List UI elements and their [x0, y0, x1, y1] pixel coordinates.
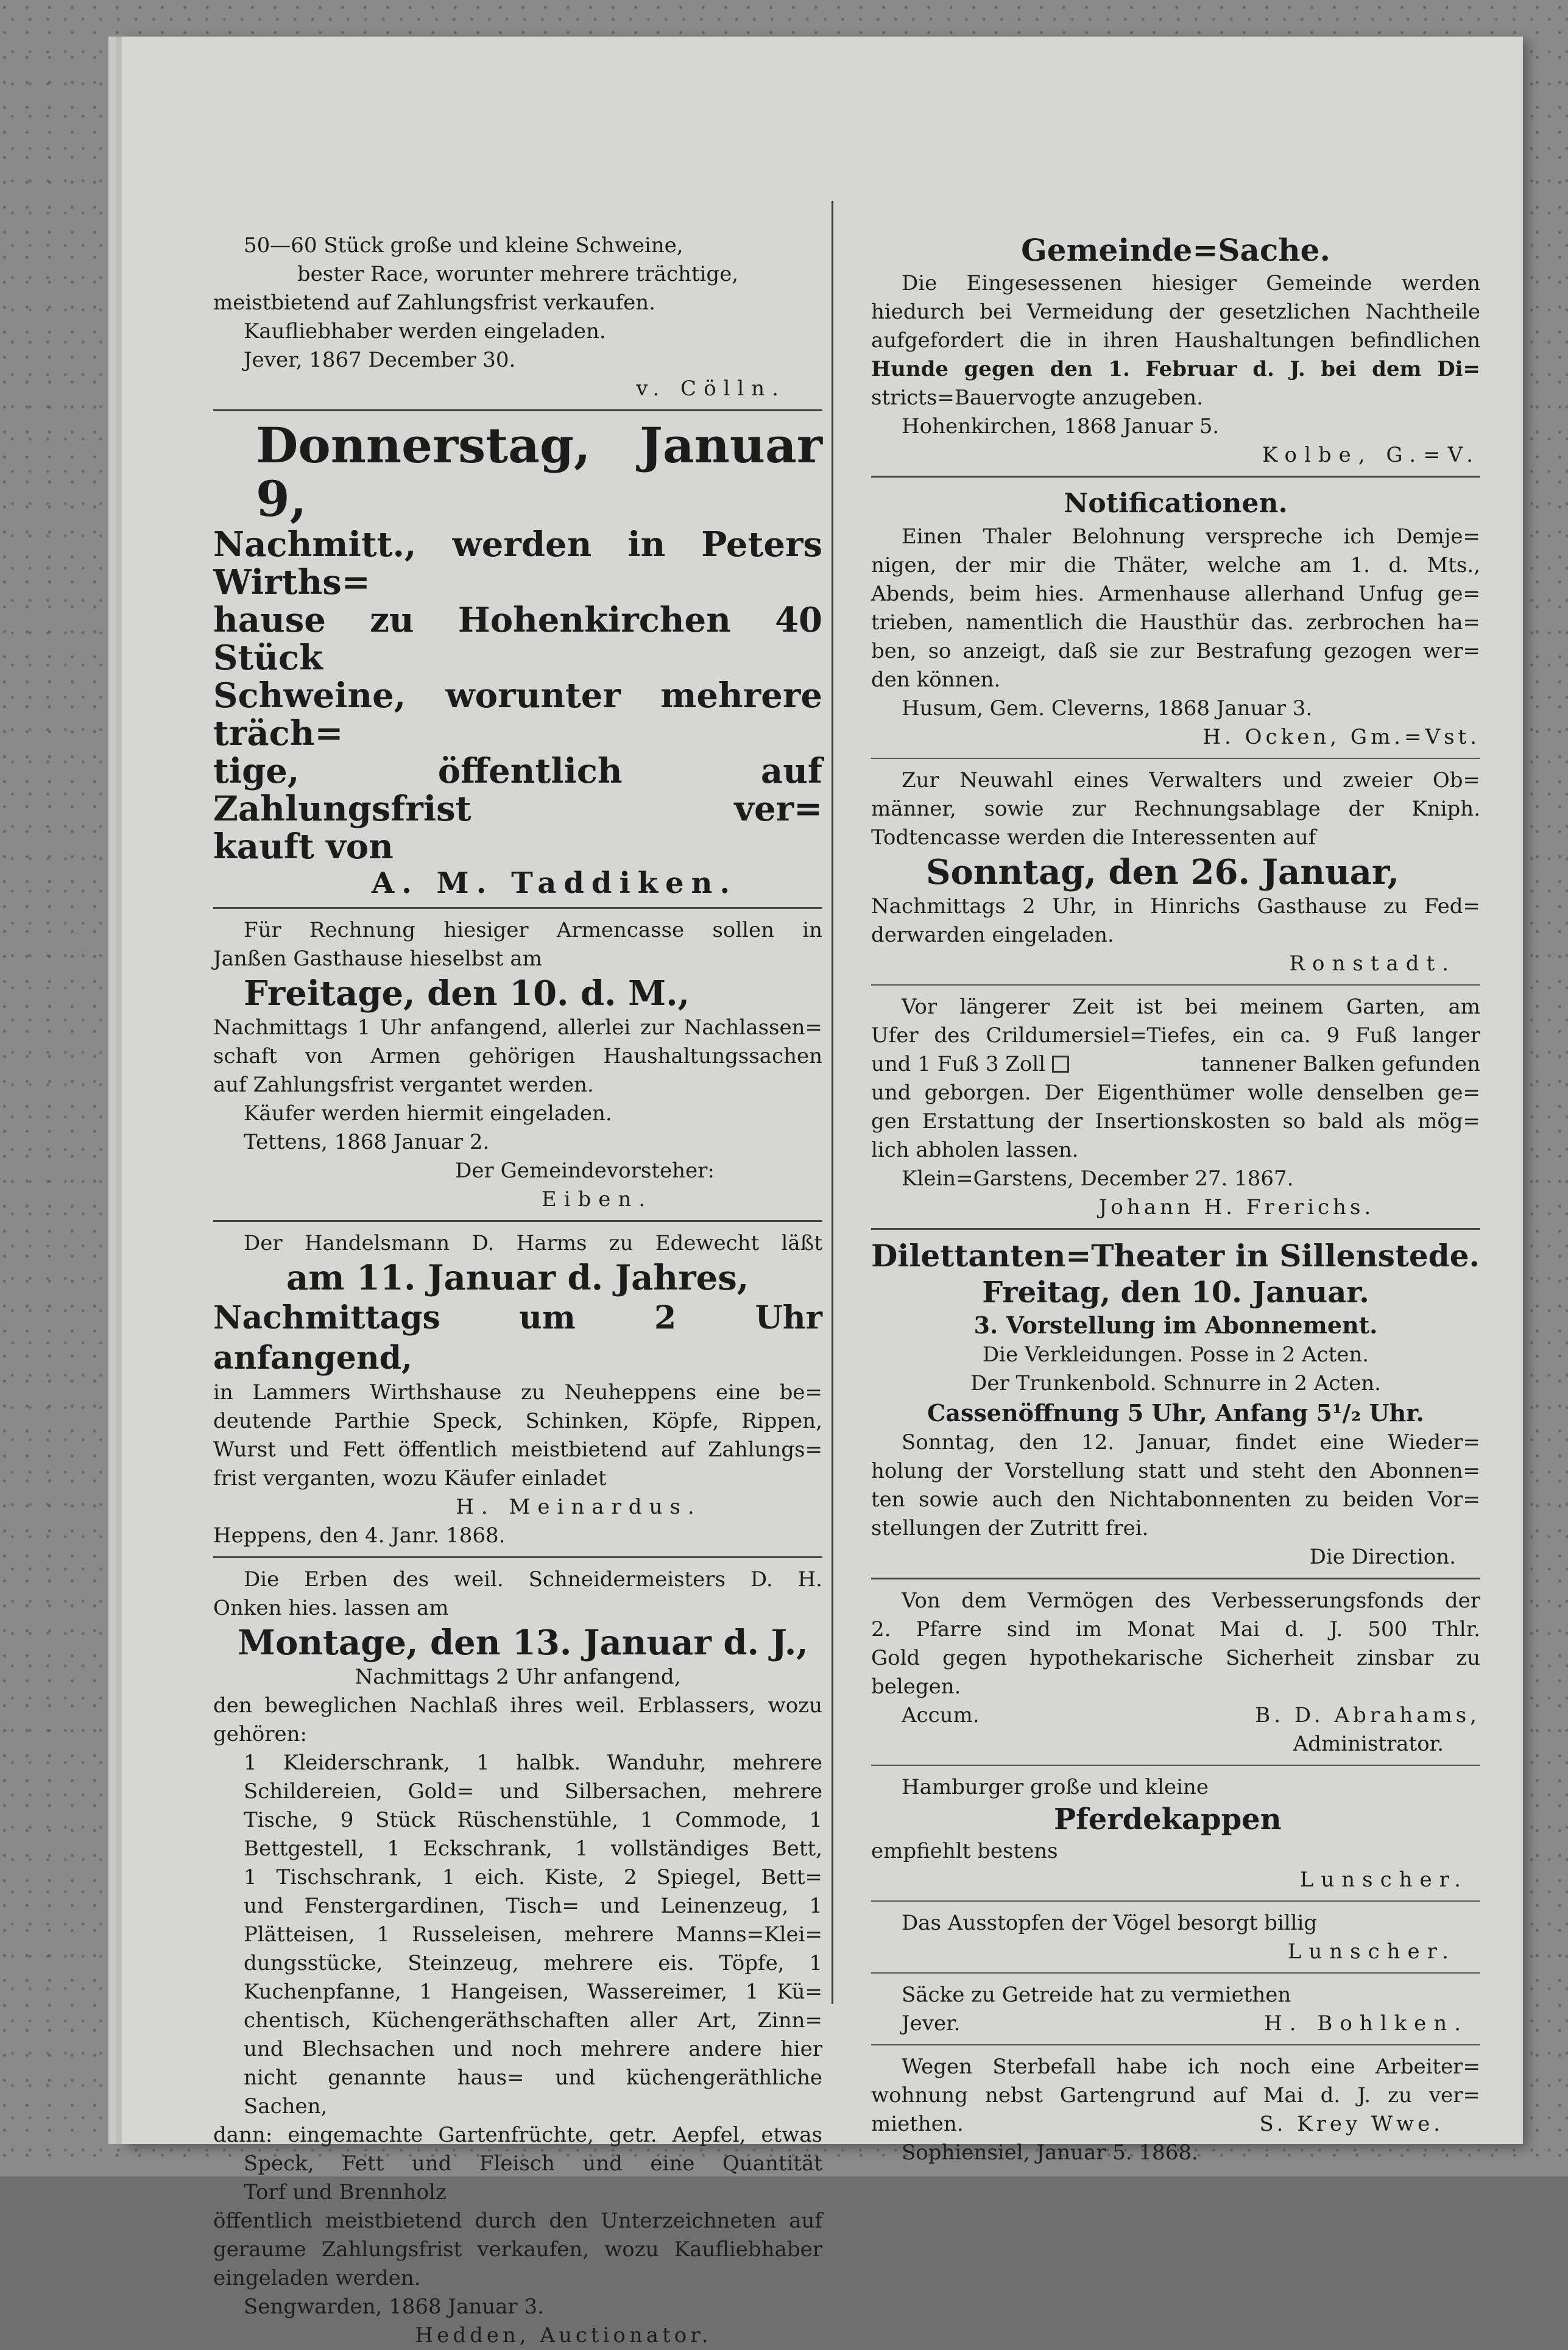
text-line: bester Race, worunter mehrere trächtige,: [297, 262, 739, 286]
text-line: meistbietend auf Zahlungsfrist verkaufen.: [213, 291, 655, 315]
text-line: dann: eingemachte Gartenfrüchte, getr. Aepfel, etwas: [213, 2123, 822, 2147]
text-line: Die Erben des weil. Schneidermeisters D. H.: [244, 1567, 822, 1592]
ad-onken-estate: [213, 1565, 822, 2350]
ad-taxidermy: [871, 1909, 1480, 1966]
text-line: Einen Thaler Belohnung verspreche ich Demje=: [902, 524, 1480, 549]
text-line: aufgefordert die in ihren Haushaltungen befindlichen: [871, 328, 1480, 353]
text-line: ben, so anzeigt, daß sie zur Bestrafung gezogen wer=: [871, 639, 1480, 663]
text-line: Klein=Garstens, December 27. 1867.: [902, 1166, 1294, 1191]
text-line: Wegen Sterbefall habe ich noch eine Arbeiter=: [902, 2055, 1480, 2079]
signature: Die Direction.: [1309, 1545, 1456, 1569]
divider: [871, 984, 1480, 986]
text-fragment: miethen.: [871, 2112, 964, 2136]
text-line: Administrator.: [1293, 1732, 1444, 1756]
ad-found-beam: [871, 993, 1480, 1222]
text-line: den können.: [871, 668, 1001, 692]
text-line: stellungen der Zutritt frei.: [871, 1516, 1149, 1540]
text-line: gen Erstattung der Insertionskosten so bald als mög=: [871, 1109, 1480, 1134]
text-line: belegen.: [871, 1674, 961, 1699]
signature: Lunscher.: [1299, 1868, 1468, 1892]
list-item: Bettgestell, 1 Eckschrank, 1 vollständiges Bett,: [244, 1837, 822, 1861]
text-fragment: tannener Balken gefunden: [1201, 1052, 1480, 1076]
text-line: Käufer werden hiermit eingeladen.: [244, 1101, 612, 1126]
text-line: Nachmitt., werden in Peters Wirths=: [213, 524, 822, 602]
ad-parish-fund: [871, 1587, 1480, 1759]
text-line: tige, öffentlich auf Zahlungsfrist ver=: [213, 751, 822, 829]
signature: S. Krey Wwe.: [1259, 2112, 1444, 2136]
divider: [213, 409, 822, 411]
text-fragment: [871, 1050, 1069, 1079]
text-line: Nachmittags 2 Uhr, in Hinrichs Gasthause zu Fed=: [871, 894, 1480, 919]
headline: Pferdekappen: [1054, 1802, 1282, 1837]
text-line: Zur Neuwahl eines Verwalters und zweier Ob=: [902, 768, 1480, 792]
headline: Freitage, den 10. d. M.,: [244, 973, 690, 1014]
signature: Johann H. Frerichs.: [1098, 1195, 1375, 1219]
text-line: Ufer des Crildumersiel=Tiefes, ein ca. 9 Fuß langer: [871, 1023, 1480, 1048]
text-line: [871, 1050, 1480, 1079]
text-line: 2. Pfarre sind im Monat Mai d. J. 500 Thlr.: [871, 1617, 1480, 1642]
text-line: auf Zahlungsfrist vergantet werden.: [213, 1073, 594, 1097]
divider: [213, 1220, 822, 1222]
text-line: hiedurch bei Vermeidung der gesetzlichen Nachtheile: [871, 300, 1480, 324]
section-heading: Dilettanten=Theater in Sillenstede.: [871, 1238, 1480, 1274]
text-line: Tettens, 1868 Januar 2.: [244, 1130, 490, 1154]
list-item: 1 Tischschrank, 1 eich. Kiste, 2 Spiegel, Bett=: [244, 1865, 822, 1890]
headline: Donnerstag, Januar 9,: [256, 417, 822, 528]
list-item: Sachen,: [244, 2094, 328, 2119]
divider: [871, 758, 1480, 759]
left-column: [213, 231, 822, 2350]
text-fragment: Jever.: [902, 2011, 961, 2036]
headline: Cassenöffnung 5 Uhr, Anfang 5¹/₂ Uhr.: [927, 1399, 1424, 1427]
ad-pigs-coelln: [213, 231, 822, 403]
text-line: derwarden eingeladen.: [871, 923, 1114, 947]
text-line: deutende Parthie Speck, Schinken, Köpfe, Rippen,: [213, 1409, 822, 1433]
text-line: lich abholen lassen.: [871, 1138, 1079, 1162]
divider: [213, 907, 822, 909]
text-line: trieben, namentlich die Hausthür das. zerbrochen ha=: [871, 610, 1480, 635]
text-line: frist verganten, wozu Käufer einladet: [213, 1466, 607, 1491]
square-symbol: [1052, 1056, 1069, 1073]
list-item: nicht genannte haus= und küchengeräthliche: [244, 2066, 822, 2090]
signature: H. Meinardus.: [456, 1495, 702, 1519]
signature: Eiben.: [541, 1187, 653, 1212]
list-item: Schildereien, Gold= und Silbersachen, mehrere: [244, 1779, 822, 1804]
signature: v. Cölln.: [636, 376, 786, 401]
text-line: Vor längerer Zeit ist bei meinem Garten, am: [902, 995, 1480, 1019]
text-line: Torf und Brennholz: [244, 2180, 447, 2204]
divider: [871, 2044, 1480, 2045]
text-line: Jever, 1867 December 30.: [244, 348, 516, 372]
text-line: Hunde gegen den 1. Februar d. J. bei dem Di=: [871, 357, 1480, 381]
text-line: den beweglichen Nachlaß ihres weil. Erblassers, wozu: [213, 1693, 822, 1718]
divider: [871, 1578, 1480, 1579]
text-line: [871, 1701, 1480, 1730]
ad-pigs-taddiken: [213, 418, 822, 901]
column-divider: [832, 201, 833, 2004]
text-line: hause zu Hohenkirchen 40 Stück: [213, 600, 822, 678]
text-line: Das Ausstopfen der Vögel besorgt billig: [902, 1911, 1318, 1935]
signature: Hedden, Auctionator.: [415, 2323, 712, 2348]
list-item: dungsstücke, Steinzeug, mehrere eis. Töpfe, 1: [244, 1951, 822, 1975]
ad-death-fund-meeting: [871, 766, 1480, 978]
divider: [213, 1556, 822, 1558]
text-line: Abends, beim hies. Armenhause allerhand Unfug ge=: [871, 582, 1480, 606]
text-fragment: Accum.: [902, 1703, 980, 1727]
text-line: Onken hies. lassen am: [213, 1596, 449, 1620]
ad-sacks: [871, 1981, 1480, 2038]
text-line: empfiehlt bestens: [871, 1839, 1058, 1863]
text-line: Sophiensiel, Januar 5. 1868.: [902, 2140, 1198, 2165]
text-line: [871, 2110, 1480, 2139]
ad-theater: [871, 1237, 1480, 1572]
section-heading: Gemeinde=Sache.: [1021, 232, 1330, 268]
text-line: eingeladen werden.: [213, 2266, 421, 2290]
text-line: Der Handelsmann D. Harms zu Edewecht läßt: [244, 1231, 822, 1255]
text-line: Nachmittags 2 Uhr anfangend,: [355, 1665, 681, 1689]
text-line: Hohenkirchen, 1868 Januar 5.: [902, 414, 1220, 439]
ad-dwelling: [871, 2053, 1480, 2167]
divider: [871, 1900, 1480, 1902]
text-line: geraume Zahlungsfrist verkaufen, wozu Kaufliebhaber: [213, 2237, 822, 2262]
text-line: 50—60 Stück große und kleine Schweine,: [244, 233, 683, 258]
list-item: Plätteisen, 1 Russeleisen, mehrere Manns=Klei=: [244, 1922, 822, 1947]
text-line: Speck, Fett und Fleisch und eine Quantität: [244, 2151, 822, 2176]
ad-poor-fund-auction: [213, 916, 822, 1214]
text-line: Für Rechnung hiesiger Armencasse sollen in: [244, 918, 822, 942]
ad-community-notice: [871, 231, 1480, 470]
text-line: holung der Vorstellung statt und steht den Abonnen=: [871, 1459, 1480, 1483]
signature: H. Bohlken.: [1264, 2011, 1468, 2036]
ad-harms-auction: [213, 1229, 822, 1550]
text-line: Die Eingesessenen hiesiger Gemeinde werden: [902, 271, 1480, 295]
text-line: Sengwarden, 1868 Januar 3.: [244, 2295, 544, 2319]
headline: am 11. Januar d. Jahres,: [286, 1258, 749, 1298]
list-item: und Fenstergardinen, Tisch= und Leinenzeug, 1: [244, 1894, 822, 1918]
signature: B. D. Abrahams,: [1255, 1703, 1480, 1727]
text-line: Schweine, worunter mehrere träch=: [213, 676, 822, 753]
list-item: 1 Kleiderschrank, 1 halbk. Wanduhr, mehrere: [244, 1751, 822, 1775]
text-line: gehören:: [213, 1722, 307, 1746]
text-line: Wurst und Fett öffentlich meistbietend auf Zahlungs=: [213, 1438, 822, 1462]
text-line: nigen, der mir die Thäter, welche am 1. d. Mts.,: [871, 553, 1480, 577]
list-item: Kuchenpfanne, 1 Hangeisen, Wassereimer, 1 Kü=: [244, 1980, 822, 2004]
newspaper-page: [122, 37, 1523, 2348]
text-line: Husum, Gem. Cleverns, 1868 Januar 3.: [902, 696, 1313, 721]
text-line: Heppens, den 4. Janr. 1868.: [213, 1523, 506, 1548]
divider: [871, 1972, 1480, 1974]
text-line: Todtencasse werden die Interessenten auf: [871, 825, 1316, 850]
headline: Sonntag, den 26. Januar,: [926, 852, 1399, 892]
list-item: chentisch, Küchengeräthschaften aller Art, Zinn=: [244, 2008, 822, 2033]
text-line: Gold gegen hypothekarische Sicherheit zinsbar zu: [871, 1646, 1480, 1670]
text-line: Sonntag, den 12. Januar, findet eine Wieder=: [902, 1430, 1480, 1455]
text-fragment: und 1 Fuß 3 Zoll: [871, 1052, 1046, 1076]
text-line: in Lammers Wirthshause zu Neuheppens eine be=: [213, 1380, 822, 1405]
text-line: kauft von: [213, 827, 394, 867]
text-line: stricts=Bauervogte anzugeben.: [871, 386, 1203, 410]
right-column: [871, 231, 1480, 2167]
headline: Nachmittags um 2 Uhr anfangend,: [213, 1299, 822, 1377]
text-line: Kaufliebhaber werden eingeladen.: [244, 319, 606, 344]
text-line: öffentlich meistbietend durch den Unterzeichneten auf: [213, 2209, 822, 2233]
text-line: Der Trunkenbold. Schnurre in 2 Acten.: [970, 1371, 1381, 1396]
headline: 3. Vorstellung im Abonnement.: [973, 1311, 1378, 1339]
text-line: Säcke zu Getreide hat zu vermiethen: [902, 1983, 1291, 2007]
text-line: und geborgen. Der Eigenthümer wolle denselben ge=: [871, 1081, 1480, 1105]
signature: Kolbe, G.=V.: [1262, 443, 1480, 467]
signature: A. M. Taddiken.: [371, 866, 738, 900]
divider: [871, 1228, 1480, 1230]
headline: Freitag, den 10. Januar.: [982, 1276, 1369, 1310]
signature: Ronstadt.: [1289, 951, 1456, 976]
list-item: und Blechsachen und noch mehrere andere hier: [244, 2037, 822, 2061]
text-line: Die Verkleidungen. Posse in 2 Acten.: [982, 1343, 1369, 1367]
text-line: Nachmittags 1 Uhr anfangend, allerlei zur Nachlassen=: [213, 1015, 822, 1040]
ad-horse-caps: [871, 1773, 1480, 1894]
divider: [871, 1765, 1480, 1766]
signature: Lunscher.: [1287, 1939, 1456, 1964]
text-line: wohnung nebst Gartengrund auf Mai d. J. zu ver=: [871, 2083, 1480, 2108]
section-heading: Notificationen.: [1064, 488, 1288, 519]
text-line: Von dem Vermögen des Verbesserungsfonds der: [902, 1589, 1480, 1613]
list-item: Tische, 9 Stück Rüschenstühle, 1 Commode, 1: [244, 1808, 822, 1832]
ad-notifications: [871, 485, 1480, 752]
text-line: ten sowie auch den Nichtabonnenten zu beiden Vor=: [871, 1487, 1480, 1512]
text-line: Hamburger große und kleine: [902, 1775, 1209, 1799]
text-line: Der Gemeindevorsteher:: [455, 1159, 715, 1183]
text-line: Janßen Gasthause hieselbst am: [213, 947, 542, 971]
divider: [871, 476, 1480, 478]
text-line: männer, sowie zur Rechnungsablage der Kniph.: [871, 797, 1480, 821]
signature: H. Ocken, Gm.=Vst.: [1202, 725, 1480, 749]
headline: Montage, den 13. Januar d. J.,: [238, 1623, 808, 1663]
text-line: schaft von Armen gehörigen Haushaltungssachen: [213, 1044, 822, 1068]
text-line: [871, 2009, 1480, 2038]
